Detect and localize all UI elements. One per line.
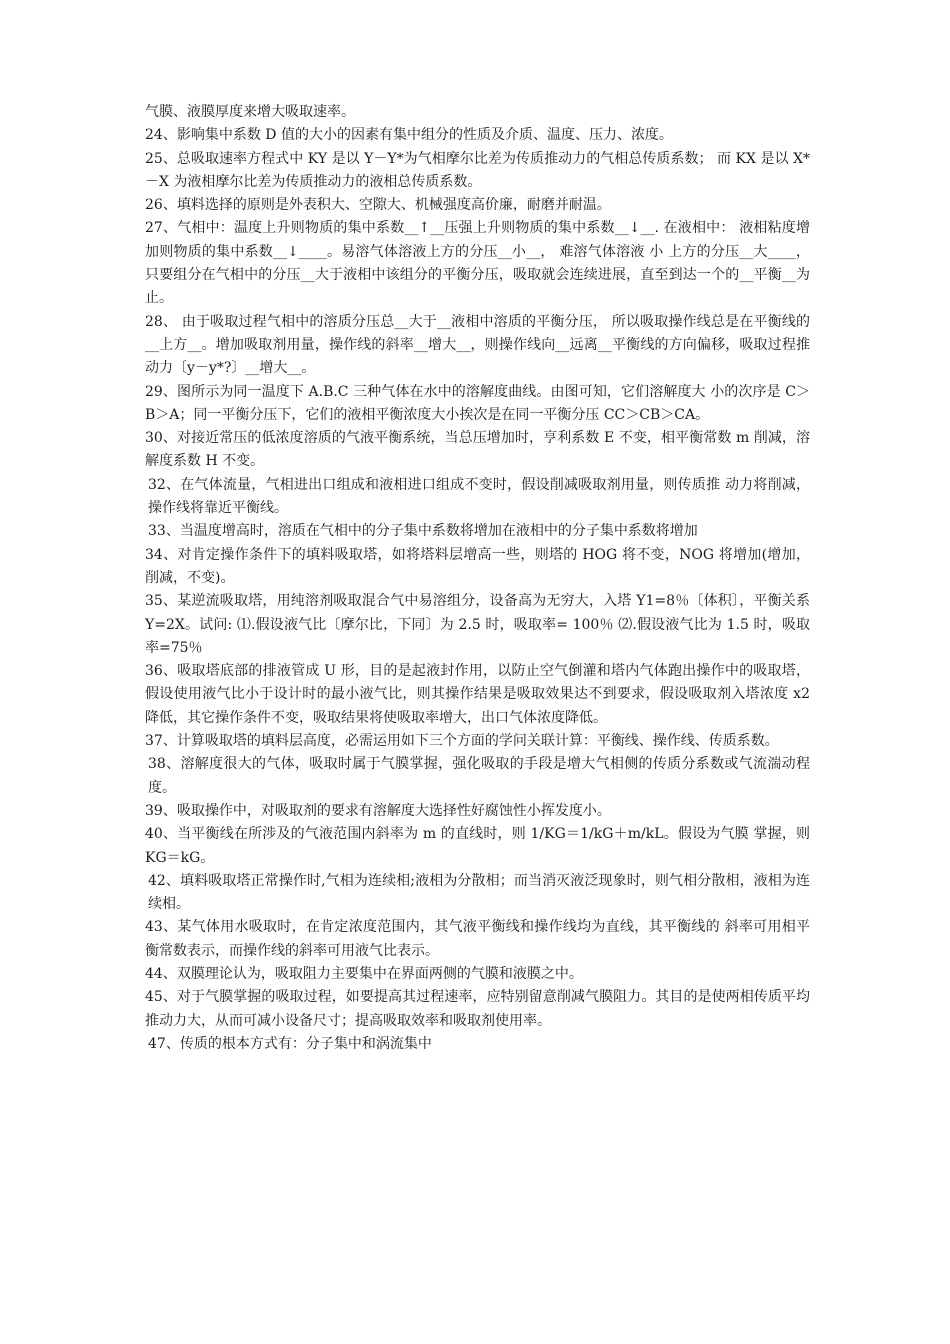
paragraph-44: 44、双膜理论认为，吸取阻力主要集中在界面两侧的气膜和液膜之中。 xyxy=(145,965,583,982)
paragraph-continuation: 气膜、液膜厚度来增大吸取速率。 xyxy=(145,104,355,120)
paragraph-29: 29、图所示为同一温度下 A.B.C 三种气体在水中的溶解度曲线。由图可知，它们溶解度大 小的次序是 C＞B＞A；同一平衡分压下，它们的液相平衡浓度大小挨次是在同一平衡分压 CC＞CB＞CA。 xyxy=(145,383,810,423)
paragraph-36: 36、吸取塔底部的排液管成 U 形，目的是起液封作用，以防止空气倒灌和塔内气体跑出操作中的吸取塔，假设使用液气比小于设计时的最小液气比，则其操作结果是吸取效果达不到要求，假设吸取剂入塔浓度 x2 降低，其它操作条件不变，吸取结果将使吸取率增大，出口气体浓度降低。 xyxy=(145,663,810,726)
paragraph-38: 38、溶解度很大的气体，吸取时属于气膜掌握，强化吸取的手段是增大气相侧的传质分系数或气流湍动程度。 xyxy=(148,756,810,796)
paragraph-35: 35、某逆流吸取塔，用纯溶剂吸取混合气中易溶组分，设备高为无穷大，入塔 Y1=8％〔体积〕，平衡关系 Y=2X。试问: ⑴.假设液气比〔摩尔比，下同〕为 2.5 时，吸取率= 100％ ⑵.假设液气比为 1.5 时，吸取率=75％ xyxy=(145,593,810,656)
paragraph-30: 30、对接近常压的低浓度溶质的气液平衡系统，当总压增加时，亨利系数 E 不变，相平衡常数 m 削减，溶解度系数 H 不变。 xyxy=(145,430,810,470)
paragraph-24: 24、影响集中系数 D 值的大小的因素有集中组分的性质及介质、温度、压力、浓度。 xyxy=(145,127,673,144)
paragraph-33: 33、当温度增高时，溶质在气相中的分子集中系数将增加在液相中的分子集中系数将增加 xyxy=(148,523,698,540)
paragraph-26: 26、填料选择的原则是外表积大、空隙大、机械强度高价廉，耐磨并耐温。 xyxy=(145,197,611,214)
paragraph-40: 40、当平衡线在所涉及的气液范围内斜率为 m 的直线时，则 1/KG＝1/kG＋m/kL。假设为气膜 掌握，则 KG＝kG。 xyxy=(145,826,810,866)
paragraph-42: 42、填料吸取塔正常操作时,气相为连续相;液相为分散相；而当消灭液泛现象时，则气相分散相，液相为连续相。 xyxy=(148,872,810,913)
paragraph-34: 34、对肯定操作条件下的填料吸取塔，如将塔料层增高一些，则塔的 HOG 将不变，NOG 将增加(增加，削减，不变)。 xyxy=(145,546,810,586)
document-body xyxy=(145,101,810,1056)
paragraph-47: 47、传质的根本方式有：分子集中和涡流集中 xyxy=(148,1035,432,1052)
paragraph-45: 45、对于气膜掌握的吸取过程，如要提高其过程速率，应特别留意削减气膜阻力。其目的是使两相传质平均推动力大，从而可减小设备尺寸；提高吸取效率和吸取剂使用率。 xyxy=(145,989,810,1029)
paragraph-43: 43、某气体用水吸取时，在肯定浓度范围内，其气液平衡线和操作线均为直线，其平衡线的 斜率可用相平衡常数表示，而操作线的斜率可用液气比表示。 xyxy=(145,919,810,959)
paragraph-32: 32、在气体流量，气相进出口组成和液相进口组成不变时，假设削减吸取剂用量，则传质推 动力将削减，操作线将靠近平衡线。 xyxy=(148,476,810,517)
paragraph-25: 25、总吸取速率方程式中 KY 是以 Y－Y*为气相摩尔比差为传质推动力的气相总传质系数； 而 KX 是以 X*－X 为液相摩尔比差为传质推动力的液相总传质系数。 xyxy=(145,150,810,190)
paragraph-39: 39、吸取操作中，对吸取剂的要求有溶解度大选择性好腐蚀性小挥发度小。 xyxy=(145,802,611,819)
paragraph-37: 37、计算吸取塔的填料层高度，必需运用如下三个方面的学问关联计算：平衡线、操作线、传质系数。 xyxy=(145,733,779,750)
paragraph-28: 28、 由于吸取过程气相中的溶质分压总__大于__液相中溶质的平衡分压， 所以吸取操作线总是在平衡线的__上方__。增加吸取剂用量，操作线的斜率__增大__，则操作线向__远离__平衡线的方向偏移，吸取过程推动力〔y－y*?〕__增大__。 xyxy=(145,313,810,377)
paragraph-27: 27、气相中：温度上升则物质的集中系数__↑__压强上升则物质的集中系数__↓__. 在液相中： 液相粘度增加则物质的集中系数__↓____。易溶气体溶液上方的分压__小__， 难溶气体溶液 小 上方的分压__大____， 只要组分在气相中的分压__大于液相中该组分的平衡分压，吸取就会连续进展，直至到达一个的__平衡__为止。 xyxy=(145,220,810,307)
